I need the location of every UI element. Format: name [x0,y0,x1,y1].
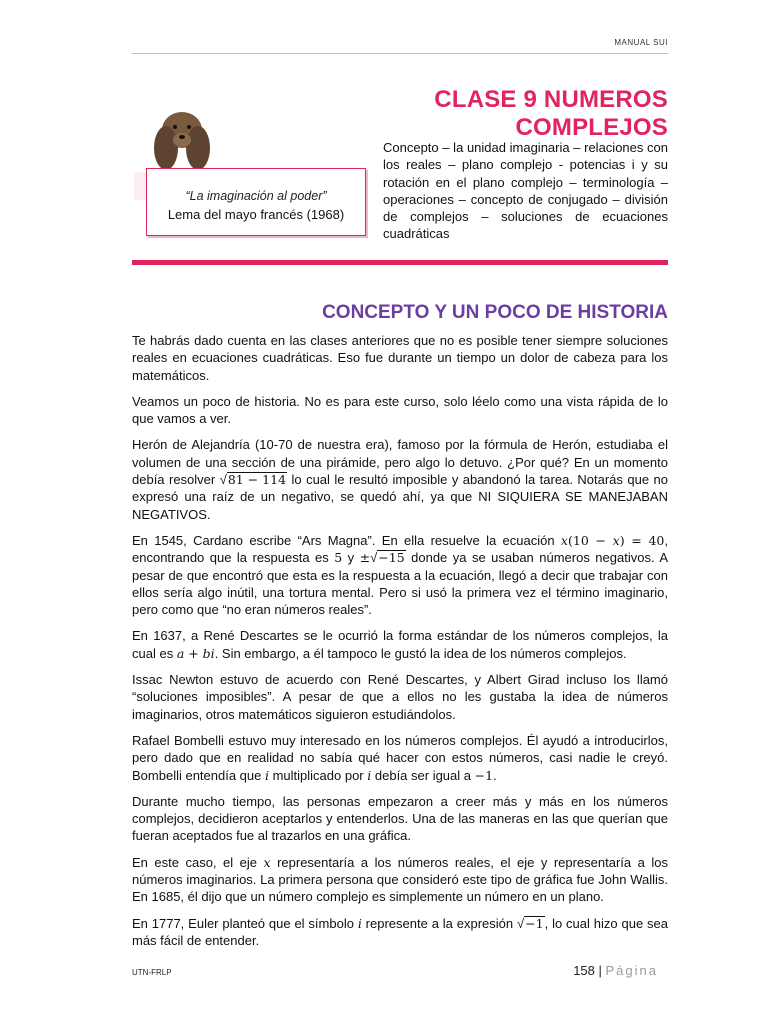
page-word: Página [605,963,658,978]
body-text [132,332,668,958]
quote-box [146,168,366,236]
math-expression: a + bi [176,645,215,661]
footer-institution: UTN-FRLP [132,968,172,977]
footer-page: 158 | Página [573,963,658,978]
math-var: x [560,532,568,548]
quote-attribution-name: Lema del mayo francés [167,207,303,222]
running-header: MANUAL SUI [614,38,668,47]
paragraph: En 1545, Cardano escribe “Ars Magna”. En ella resuelve la ecuación x(10 − x) = 40, encontrando que la respuesta es 5 y ±√−15 donde ya se usaban números negativos. A pesar de que encontró que esta es la respuesta a la ecuación, llegó a decir que trabajar con ellos sería algo inútil, una tortura mental. Pero si usó la primera vez el término imaginario, pero como que “no eran números reales”. [132,532,669,618]
header-divider [132,53,668,54]
paragraph: En este caso, el eje x representaría a los números reales, el eje y representaría a los números imaginarios. La primera persona que consideró este tipo de gráfica fue John Wallis. En 1685, él dijo que un número complejo es simplemente un número en un plano. [132,854,668,905]
quote-attribution [147,207,365,222]
section-title: CONCEPTO Y UN POCO DE HISTORIA [322,302,668,323]
quote-text: “La imaginación al poder” [185,189,327,203]
paragraph: Issac Newton estuvo de acuerdo con René Descartes, y Albert Girad incluso los llamó “soluciones imposibles”. A pesar de que a ellos no les gustaba la idea de números imaginarios, otros matemáticos siguieron estudiándolos. [132,672,668,722]
math-sqrt: −15 [378,550,405,566]
quote-attribution-year: (1968) [306,207,345,222]
section-rule [132,260,668,265]
class-summary: Concepto – la unidad imaginaria – relaciones con los reales – plano complejo - potencias i y su rotación en el plano complejo – terminología – operaciones – concepto de conjugado – división de complejos – soluciones de ecuaciones cuadráticas [383,140,668,242]
paragraph: En 1637, a René Descartes se le ocurrió la forma estándar de los números complejos, la cual es a + bi. Sin embargo, a él tampoco le gustó la idea de los números complejos. [132,628,668,661]
paragraph: Durante mucho tiempo, las personas empezaron a creer más y más en los números complejos, decidieron aceptarlos y entenderlos. Una de las maneras en las que querían que fueran aceptados fue al trazarlos en una gráfica. [132,793,668,844]
math-sqrt: 81 − 114 [227,472,287,488]
paragraph: Herón de Alejandría (10-70 de nuestra era), famoso por la fórmula de Herón, estudiaba el volumen de una sección de una pirámide, pero algo lo detuvo. ¿Por qué? En un momento debía resolver √81 − 114 lo cual le resultó imposible y abandonó la tarea. Notarás que no expresó una raíz de un negativo, se quedó ahí, ya que NI SIQUIERA SE MANEJABAN NEGATIVOS. [132,437,668,522]
math-sqrt: −1 [525,915,544,931]
paragraph: Rafael Bombelli estuvo muy interesado en los números complejos. Él ayudó a introducirlos, pero dado que en realidad no sabía qué hacer con estos números, casi nadie le creyó. Bombelli entendía que i multiplicado por i debía ser igual a −1. [132,732,668,783]
page-title: CLASE 9 NUMEROS COMPLEJOS [434,86,668,141]
paragraph: Veamos un poco de historia. No es para este curso, solo léelo como una vista rápida de lo que vamos a ver. [132,393,668,427]
paragraph: Te habrás dado cuenta en las clases anteriores que no es posible tener siempre soluciones reales en ecuaciones cuadráticas. Eso fue durante un tiempo un dolor de cabeza para los matemáticos. [132,333,668,383]
page-number: 158 [573,963,595,978]
paragraph: En 1777, Euler planteó que el símbolo i represente a la expresión √−1, lo cual hizo que sea más fácil de entender. [132,915,668,948]
